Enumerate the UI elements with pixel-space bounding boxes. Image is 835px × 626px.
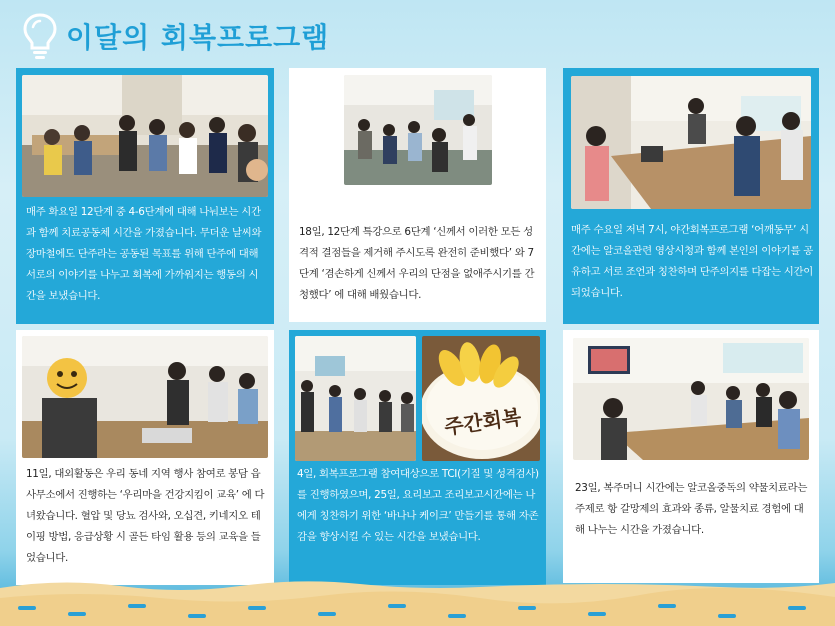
card-caption: 23일, 복주머니 시간에는 알코올중독의 약물치료라는 주제로 항 갈망제의 효과와 종류, 알물치료 경험에 대해 나누는 시간을 가졌습니다.	[575, 482, 808, 536]
cake-celebration-photo	[422, 336, 540, 461]
card-caption: 매주 수요일 저녁 7시, 야간회복프로그램 ‘어깨동무’ 시간에는 알코올관련 영상시청과 함께 본인의 이야기를 공유하고 서로 조언과 칭찬하며 단주의지를 다잡는 시간이 되었습니다.	[571, 224, 813, 299]
program-card-6	[563, 330, 819, 583]
counseling-session-photo	[573, 338, 809, 460]
program-card-5	[289, 330, 546, 585]
page-title: 이달의 회복프로그램	[66, 21, 330, 54]
lightbulb-icon	[20, 10, 60, 62]
group-meeting-photo	[22, 75, 268, 197]
program-card-2	[289, 68, 546, 322]
card-caption: 4일, 회복프로그램 참여대상으로 TCI(기질 및 성격검사)를 진행하였으며, 25일, 요리보고 조리보고시간에는 나에게 칭찬하기 위한 ‘바나나 케이크’ 만들기를 통해 자존감을 향상시킬 수 있는 시간을 보냈습니다.	[297, 468, 539, 543]
program-card-1	[16, 68, 274, 324]
lecture-room-photo	[344, 75, 492, 185]
card-caption: 11일, 대외활동은 우리 동네 지역 행사 참여로 봉담 읍사무소에서 진행하는 ‘우리마을 건강지킴이 교육’ 에 다녀왔습니다. 혈압 및 당뇨 검사와, 오십견, 키네지오 테이핑 방법, 응급상황 시 골든 타임 활용 등의 교육을 들었습니다.	[26, 468, 265, 564]
cpr-training-photo	[22, 336, 268, 458]
program-card-3	[563, 68, 819, 324]
evening-program-photo	[571, 76, 811, 209]
cake-text: 주간회복	[442, 404, 523, 440]
activity-room-photo	[295, 336, 416, 461]
card-caption: 매주 화요일 12단계 중 4-6단계에 대해 나눠보는 시간과 함께 치료공동체 시간을 가졌습니다. 무더운 날씨와 장마철에도 단주라는 공동된 목표를 위해 단주에 대해 서로의 이야기를 나누고 회복에 가까워지는 행동의 시간을 보냈습니다.	[26, 206, 262, 302]
program-card-4	[16, 330, 274, 585]
beach-sand-decoration	[0, 578, 835, 626]
card-caption: 18일, 12단계 특강으로 6단계 ‘신께서 이러한 모든 성격적 결점들을 제거해 주시도록 완전히 준비했다’ 와 7단계 ‘겸손하게 신께서 우리의 단점을 없애주시기를 간청했다’ 에 대해 배웠습니다.	[299, 226, 535, 301]
page-header	[20, 8, 329, 64]
